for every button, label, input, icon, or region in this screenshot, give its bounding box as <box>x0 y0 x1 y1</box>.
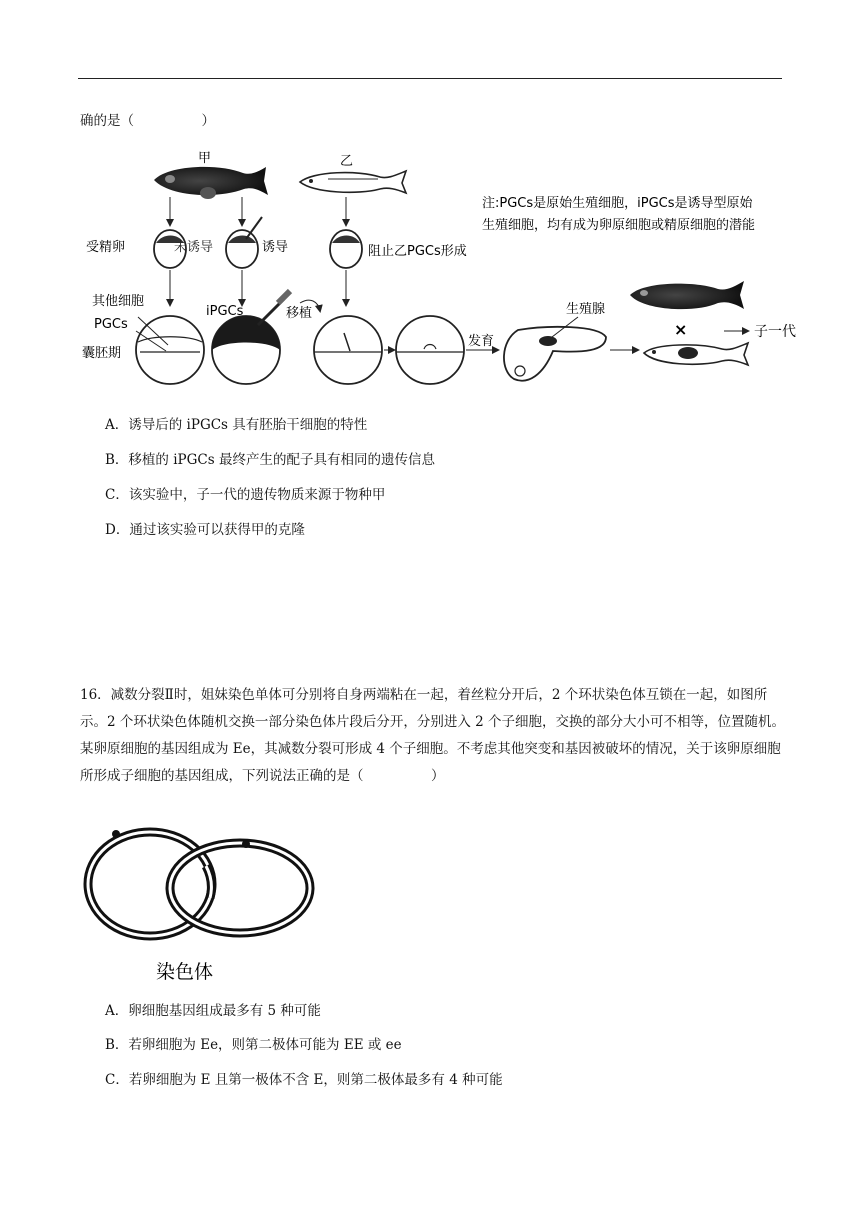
blastula-icon <box>136 316 204 384</box>
label-blastula: 囊胚期 <box>82 346 122 361</box>
ring-chromosome-icon <box>170 840 310 933</box>
label-yi: 乙 <box>340 154 354 169</box>
chromosome-label: 染色体 <box>156 961 214 983</box>
label-gonad: 生殖腺 <box>566 302 606 317</box>
fish-jia-icon <box>154 167 268 199</box>
label-jia: 甲 <box>198 151 212 166</box>
q16-stem: 16．减数分裂Ⅱ时，姐妹染色单体可分别将自身两端粘在一起，着丝粒分开后，2 个环状染色体互锁在一起，如图所示。2 个环状染色体随机交换一部分染色体片段后分开，分别进入 2 个子细胞，交换的部分大小可不相等，位置随机。某卵原细胞的基因组成为 Ee，其减数分裂可形成 4 个子细胞。不考虑其他突变和基因被破坏的情况，关于该卵原细胞所形成子细胞的基因组成，下列说法正确的是（ ） <box>80 687 786 784</box>
label-cross: × <box>674 320 688 339</box>
q16-option-a: A．卵细胞基因组成最多有 5 种可能 <box>105 1003 321 1019</box>
label-transplant: 移植 <box>286 306 313 321</box>
note-line2: 生殖细胞，均有成为卵原细胞或精原细胞的潜能 <box>482 218 756 233</box>
fish-yi-icon <box>300 171 406 193</box>
label-other-cells: 其他细胞 <box>92 294 145 309</box>
label-ipgcs: iPGCs <box>206 304 244 319</box>
blastula-icon <box>314 316 382 384</box>
blastula-icon <box>396 316 464 384</box>
label-fertilized-egg: 受精卵 <box>86 240 126 255</box>
egg-icon <box>226 217 262 268</box>
label-pgcs: PGCs <box>94 317 128 332</box>
q16-option-c: C．若卵细胞为 E 且第一极体不含 E，则第二极体最多有 4 种可能 <box>105 1072 503 1088</box>
note-line1: 注:PGCs是原始生殖细胞，iPGCs是诱导型原始 <box>482 196 753 211</box>
fish-adult-icon <box>630 281 744 309</box>
q15-stem-tail: 确的是（ ） <box>80 113 215 129</box>
label-induced: 诱导 <box>262 240 289 255</box>
q15-figure <box>78 145 838 395</box>
q16-chromosome-figure <box>78 826 328 986</box>
label-develop: 发育 <box>468 334 495 349</box>
q15-option-b: B．移植的 iPGCs 最终产生的配子具有相同的遗传信息 <box>105 452 435 468</box>
q16-option-b: B．若卵细胞为 Ee，则第二极体可能为 EE 或 ee <box>105 1037 402 1053</box>
egg-icon <box>330 230 362 268</box>
header-rule <box>78 78 782 79</box>
label-offspring: 子一代 <box>754 324 796 340</box>
q15-option-d: D．通过该实验可以获得甲的克隆 <box>105 522 305 538</box>
fish-adult-icon <box>644 343 748 365</box>
label-block: 阻止乙PGCs形成 <box>368 244 467 259</box>
q15-option-c: C．该实验中，子一代的遗传物质来源于物种甲 <box>105 487 386 503</box>
label-not-induced: 未诱导 <box>174 240 214 255</box>
q15-option-a: A．诱导后的 iPGCs 具有胚胎干细胞的特性 <box>105 417 368 433</box>
